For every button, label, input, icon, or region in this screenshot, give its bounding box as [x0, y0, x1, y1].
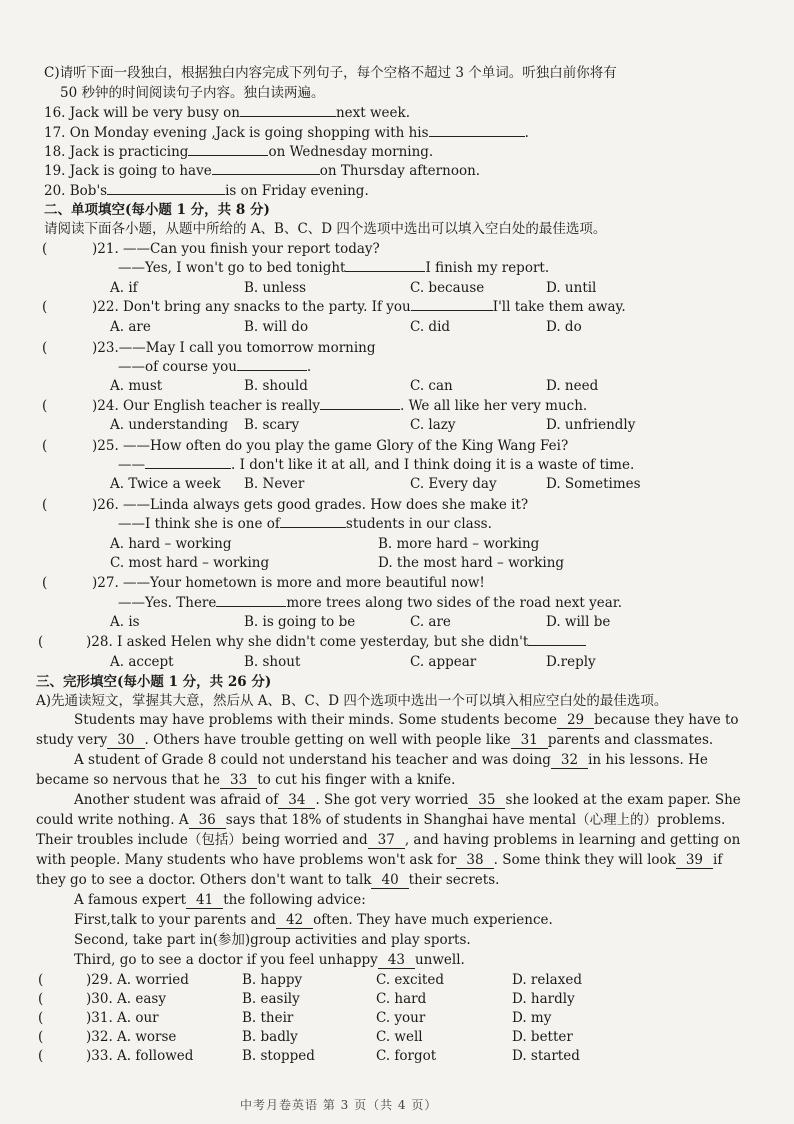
passage-line: could write nothing. A 36 says that 18% of students in Shanghai have mental（心理上的）problems. [36, 812, 726, 828]
option-d[interactable]: D. relaxed [512, 972, 582, 988]
option-a[interactable]: )32. A. worse [86, 1029, 177, 1045]
option-a[interactable]: A. is [110, 614, 140, 630]
option-c[interactable]: C. hard [376, 991, 427, 1007]
option-c[interactable]: C. Every day [410, 476, 497, 492]
answer-blank[interactable] [411, 298, 493, 311]
blank-40[interactable]: 40 [371, 872, 408, 889]
question-25-options [0, 475, 794, 494]
answer-paren[interactable]: ( [38, 634, 44, 650]
question-26: )26. ——Linda always gets good grades. How does she make it? [92, 497, 529, 513]
answer-blank[interactable] [216, 594, 286, 607]
option-a[interactable]: A. if [110, 280, 138, 296]
answer-blank[interactable] [528, 633, 586, 646]
answer-paren[interactable]: ( [42, 497, 48, 513]
option-b[interactable]: B. happy [242, 972, 303, 988]
question-30 [0, 990, 794, 1009]
answer-paren[interactable]: ( [38, 991, 44, 1007]
option-b[interactable]: B. should [244, 378, 308, 394]
part-c-instruction: C)请听下面一段独白，根据独白内容完成下列句子，每个空格不超过 3 个单词。听独白前你将有 [44, 65, 617, 81]
answer-blank[interactable] [145, 456, 231, 469]
question-22: )22. Don't bring any snacks to the party. If you I'll take them away. [92, 299, 626, 315]
question-24-options [0, 416, 794, 435]
question-26-reply: ——I think she is one of students in our class. [118, 516, 492, 532]
option-d[interactable]: D. better [512, 1029, 573, 1045]
question-27-options [0, 613, 794, 632]
answer-paren[interactable]: ( [42, 575, 48, 591]
question-17: 17. On Monday evening ,Jack is going shopping with his . [44, 125, 529, 141]
answer-paren[interactable]: ( [38, 1010, 44, 1026]
passage-line: they go to see a doctor. Others don't want to talk 40 their secrets. [36, 872, 500, 888]
option-c[interactable]: C. appear [410, 654, 477, 670]
question-20: 20. Bob's is on Friday evening. [44, 183, 369, 199]
answer-blank[interactable] [280, 515, 346, 528]
option-d[interactable]: D. will be [546, 614, 611, 630]
option-b[interactable]: B. easily [242, 991, 300, 1007]
question-31 [0, 1009, 794, 1028]
option-b[interactable]: B. stopped [242, 1048, 315, 1064]
question-27-reply: ——Yes. There more trees along two sides of the road next year. [118, 595, 623, 611]
option-d[interactable]: D. until [546, 280, 597, 296]
answer-blank[interactable] [237, 358, 307, 371]
option-d[interactable]: D. need [546, 378, 599, 394]
option-a[interactable]: A. Twice a week [110, 476, 221, 492]
answer-paren[interactable]: ( [42, 398, 48, 414]
passage-line: A famous expert 41 the following advice: [74, 892, 366, 908]
question-26-options-row1 [0, 535, 794, 554]
question-21-options [0, 279, 794, 298]
option-c[interactable]: C. can [410, 378, 453, 394]
section-3-title: 三、完形填空(每小题 1 分，共 26 分) [36, 674, 272, 690]
answer-paren[interactable]: ( [42, 438, 48, 454]
option-d[interactable]: D.reply [546, 654, 596, 670]
question-21: )21. ——Can you finish your report today? [92, 241, 380, 257]
answer-paren[interactable]: ( [38, 1029, 44, 1045]
option-a[interactable]: A. hard – working [110, 536, 232, 552]
question-16: 16. Jack will be very busy on next week. [44, 105, 410, 121]
passage-line: Another student was afraid of 34 . She got very worried 35 she looked at the exam paper. She [74, 792, 741, 808]
answer-blank[interactable] [320, 397, 400, 410]
option-d[interactable]: D. Sometimes [546, 476, 641, 492]
option-a[interactable]: A. understanding [110, 417, 229, 433]
option-c[interactable]: C. are [410, 614, 451, 630]
option-b[interactable]: B. Never [244, 476, 305, 492]
option-a[interactable]: )33. A. followed [86, 1048, 194, 1064]
blank-35[interactable]: 35 [468, 792, 505, 809]
answer-paren[interactable]: ( [38, 972, 44, 988]
blank-34[interactable]: 34 [278, 792, 315, 809]
option-b[interactable]: B. will do [244, 319, 309, 335]
option-c[interactable]: C. most hard – working [110, 555, 270, 571]
passage-line: Second, take part in(参加)group activities and play sports. [74, 932, 471, 948]
question-23: )23.——May I call you tomorrow morning [92, 340, 376, 356]
option-c[interactable]: C. well [376, 1029, 423, 1045]
blank-36[interactable]: 36 [189, 812, 226, 829]
answer-paren[interactable]: ( [38, 1048, 44, 1064]
option-d[interactable]: D. the most hard – working [378, 555, 565, 571]
answer-paren[interactable]: ( [42, 299, 48, 315]
blank-39[interactable]: 39 [676, 852, 713, 869]
passage-line: Students may have problems with their minds. Some students become 29 because they have to [74, 712, 739, 728]
question-32 [0, 1028, 794, 1047]
answer-blank[interactable] [429, 124, 525, 137]
option-a[interactable]: )31. A. our [86, 1010, 159, 1026]
option-b[interactable]: B. scary [244, 417, 300, 433]
question-19: 19. Jack is going to have on Thursday afternoon. [44, 163, 481, 179]
option-d[interactable]: D. hardly [512, 991, 575, 1007]
page-footer: 中考月卷英语 第 3 页（共 4 页） [240, 1098, 438, 1112]
question-22-options [0, 318, 794, 337]
option-a[interactable]: A. must [110, 378, 163, 394]
answer-blank[interactable] [240, 104, 336, 117]
passage-line: Third, go to see a doctor if you feel unhappy 43 unwell. [74, 952, 465, 968]
blank-41[interactable]: 41 [186, 892, 223, 909]
option-d[interactable]: D. started [512, 1048, 580, 1064]
blank-29[interactable]: 29 [557, 712, 594, 729]
blank-37[interactable]: 37 [368, 832, 405, 849]
question-28-options [0, 653, 794, 672]
answer-blank[interactable] [107, 182, 225, 195]
question-26-options-row2 [0, 554, 794, 573]
question-23-options [0, 377, 794, 396]
question-23-reply: ——of course you . [118, 359, 312, 375]
question-21-reply: ——Yes, I won't go to bed tonight I finish my report. [118, 260, 550, 276]
passage-line: study very 30 . Others have trouble getting on well with people like 31 parents and classmates. [36, 732, 714, 748]
option-a[interactable]: A. accept [110, 654, 174, 670]
option-d[interactable]: D. do [546, 319, 582, 335]
option-c[interactable]: C. forgot [376, 1048, 437, 1064]
question-18: 18. Jack is practicing on Wednesday morning. [44, 144, 434, 160]
option-d[interactable]: D. my [512, 1010, 552, 1026]
passage-line: with people. Many students who have problems won't ask for 38 . Some think they will look 39 if [36, 852, 723, 868]
answer-blank[interactable] [345, 259, 425, 272]
option-a[interactable]: )29. A. worried [86, 972, 189, 988]
blank-31[interactable]: 31 [511, 732, 548, 749]
passage-line: First,talk to your parents and 42 often. They have much experience. [74, 912, 553, 928]
question-28: )28. I asked Helen why she didn't come yesterday, but she didn't [86, 633, 586, 652]
question-29 [0, 971, 794, 990]
answer-blank[interactable] [212, 162, 320, 175]
question-27: )27. ——Your hometown is more and more beautiful now! [92, 575, 485, 591]
question-24: )24. Our English teacher is really . We all like her very much. [92, 398, 588, 414]
answer-blank[interactable] [188, 143, 268, 156]
question-25: )25. ——How often do you play the game Glory of the King Wang Fei? [92, 438, 569, 454]
section-3-instruction: A)先通读短文，掌握其大意，然后从 A、B、C、D 四个选项中选出一个可以填入相应空白处的最佳选项。 [36, 693, 668, 709]
blank-43[interactable]: 43 [378, 952, 415, 969]
option-b[interactable]: B. more hard – working [378, 536, 540, 552]
section-2-title: 二、单项填空(每小题 1 分，共 8 分) [44, 202, 270, 218]
blank-32[interactable]: 32 [551, 752, 588, 769]
option-c[interactable]: C. did [410, 319, 451, 335]
option-c[interactable]: C. because [410, 280, 485, 296]
option-c[interactable]: C. excited [376, 972, 444, 988]
answer-paren[interactable]: ( [42, 241, 48, 257]
option-d[interactable]: D. unfriendly [546, 417, 636, 433]
blank-30[interactable]: 30 [107, 732, 144, 749]
option-a[interactable]: A. are [110, 319, 151, 335]
blank-33[interactable]: 33 [220, 772, 257, 789]
question-25-reply: —— . I don't like it at all, and I think doing it is a waste of time. [118, 457, 635, 473]
passage-line: became so nervous that he 33 to cut his finger with a knife. [36, 772, 456, 788]
option-b[interactable]: B. their [242, 1010, 294, 1026]
question-33 [0, 1047, 794, 1066]
answer-paren[interactable]: ( [42, 340, 48, 356]
option-a[interactable]: )30. A. easy [86, 991, 166, 1007]
option-c[interactable]: C. lazy [410, 417, 456, 433]
passage-line: A student of Grade 8 could not understand his teacher and was doing 32 in his lessons. He [74, 752, 708, 768]
section-2-instruction: 请阅读下面各小题，从题中所给的 A、B、C、D 四个选项中选出可以填入空白处的最佳选项。 [44, 221, 607, 237]
option-b[interactable]: B. shout [244, 654, 301, 670]
blank-42[interactable]: 42 [276, 912, 313, 929]
blank-38[interactable]: 38 [456, 852, 493, 869]
option-b[interactable]: B. badly [242, 1029, 298, 1045]
passage-line: Their troubles include（包括）being worried and 37 , and having problems in learning and getting on [36, 832, 741, 848]
part-c-instruction-2: 50 秒钟的时间阅读句子内容。独白读两遍。 [60, 85, 325, 101]
option-b[interactable]: B. unless [244, 280, 307, 296]
option-b[interactable]: B. is going to be [244, 614, 356, 630]
option-c[interactable]: C. your [376, 1010, 426, 1026]
